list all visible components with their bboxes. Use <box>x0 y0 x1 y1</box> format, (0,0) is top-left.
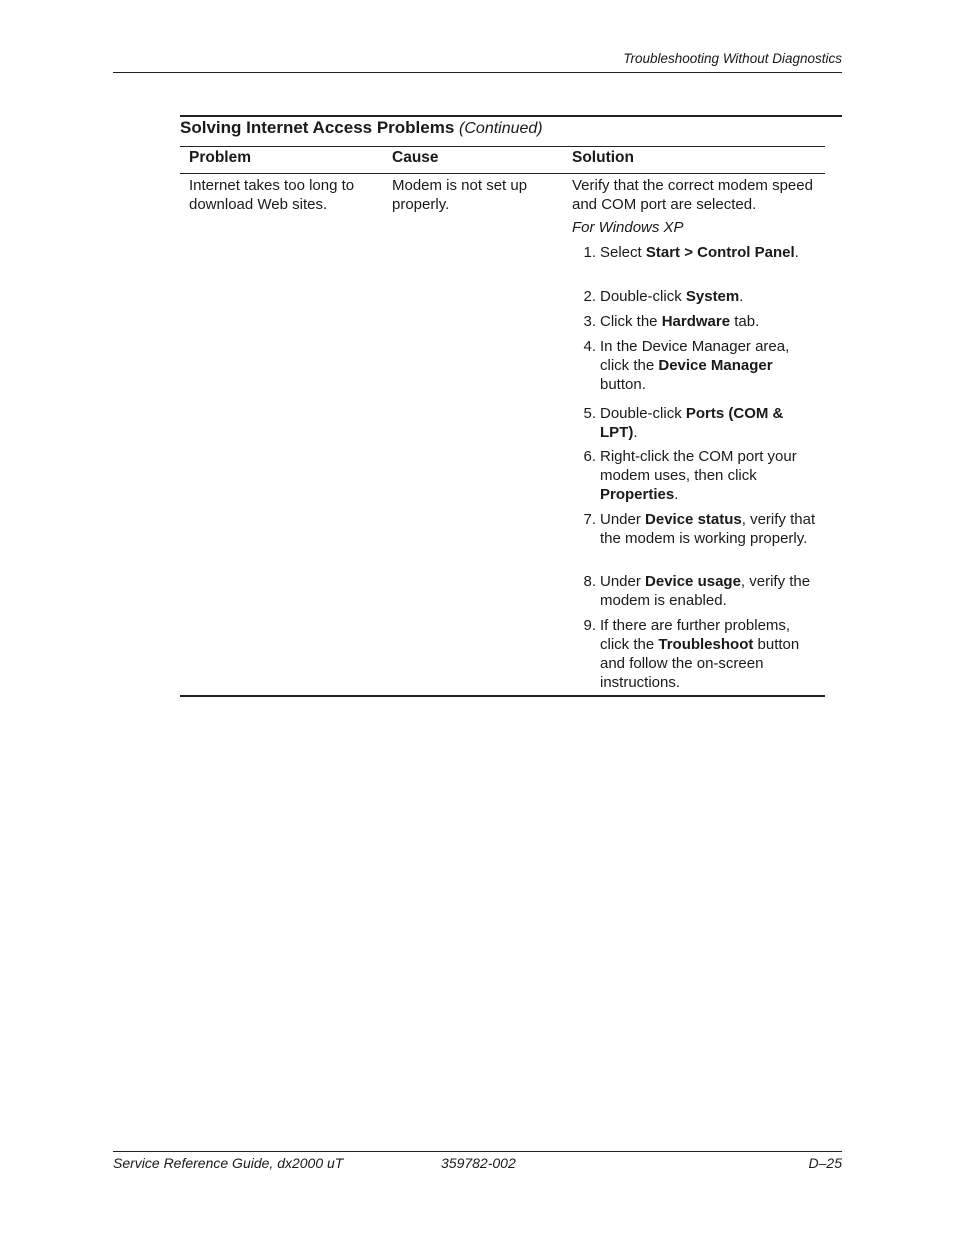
step-text <box>600 616 822 692</box>
step-text <box>600 243 822 262</box>
problem-line: Internet takes too long to <box>189 177 355 194</box>
step-number: 7. <box>583 511 596 528</box>
header-row-bottom-rule <box>180 173 825 174</box>
step-text-plain: Under <box>600 511 646 528</box>
running-header: Troubleshooting Without Diagnostics <box>623 51 842 66</box>
column-header-cause: Cause <box>392 149 439 166</box>
step-ui-term: System <box>685 288 740 305</box>
table-title <box>180 118 543 138</box>
step-text <box>600 404 822 442</box>
solution-intro <box>572 176 813 214</box>
step-ui-term: Hardware <box>661 313 731 330</box>
step-number: 1. <box>583 244 596 261</box>
step-text <box>600 510 822 548</box>
os-label: For Windows XP <box>572 219 684 236</box>
step-text-plain: , verify the modem is enabled. <box>600 573 811 609</box>
step-text-plain: If there are further problems, click the <box>600 617 791 653</box>
table-title-continued: (Continued) <box>459 120 543 137</box>
step-text-plain: . <box>633 424 638 441</box>
step-text-plain: tab. <box>730 313 760 330</box>
column-header-problem: Problem <box>189 149 252 166</box>
footer-page-number: D–25 <box>808 1155 842 1171</box>
table-bottom-rule <box>180 695 825 697</box>
step-text-plain: Double-click <box>600 405 686 422</box>
step-text-plain: . <box>674 486 679 503</box>
header-rule <box>113 72 842 73</box>
step-text-plain: Right-click the COM port your modem uses, then click <box>600 448 797 484</box>
step-text-plain: In the Device Manager area, click the <box>600 338 790 374</box>
step-number: 5. <box>583 405 596 422</box>
step-number: 2. <box>583 288 596 305</box>
step-ui-term: Troubleshoot <box>658 636 754 653</box>
step-text <box>600 287 822 306</box>
cause-cell <box>392 176 527 214</box>
step-ui-term: Device Manager <box>658 357 773 374</box>
step-ui-term: Device usage <box>645 573 741 590</box>
table-top-rule <box>180 115 842 117</box>
step-text <box>600 572 822 610</box>
problem-cell <box>189 176 354 214</box>
step-number: 6. <box>583 448 596 465</box>
step-text <box>600 337 822 394</box>
column-header-solution: Solution <box>572 149 634 166</box>
footer-rule <box>113 1151 842 1152</box>
step-text <box>600 312 822 331</box>
cause-line: Modem is not set up <box>392 177 528 194</box>
step-text-plain: Under <box>600 573 646 590</box>
step-text-plain: button and follow the on-screen instructions. <box>600 636 800 691</box>
step-ui-term: Device status <box>645 511 742 528</box>
step-text-plain: . <box>794 244 799 261</box>
step-ui-term: Start > Control Panel <box>645 244 795 261</box>
solution-line: and COM port are selected. <box>572 196 757 213</box>
solution-line: Verify that the correct modem speed <box>572 177 813 194</box>
step-text-plain: Click the <box>600 313 662 330</box>
step-text <box>600 447 822 504</box>
footer-part-number: 359782-002 <box>441 1155 516 1171</box>
step-text-plain: button. <box>600 376 646 393</box>
step-number: 3. <box>583 313 596 330</box>
table-title-main: Solving Internet Access Problems <box>180 118 455 137</box>
step-ui-term: Properties <box>600 486 675 503</box>
step-number: 8. <box>583 573 596 590</box>
step-text-plain: Select <box>600 244 646 261</box>
step-text-plain: . <box>739 288 744 305</box>
step-ui-term: Ports (COM & LPT) <box>600 405 784 441</box>
step-number: 9. <box>583 617 596 634</box>
problem-line: download Web sites. <box>189 196 328 213</box>
step-text-plain: Double-click <box>600 288 686 305</box>
step-text-plain: , verify that the modem is working properly. <box>600 511 816 547</box>
cause-line: properly. <box>392 196 450 213</box>
header-row-top-rule <box>180 146 825 147</box>
footer-guide-title: Service Reference Guide, dx2000 uT <box>113 1155 344 1171</box>
step-number: 4. <box>583 338 596 355</box>
